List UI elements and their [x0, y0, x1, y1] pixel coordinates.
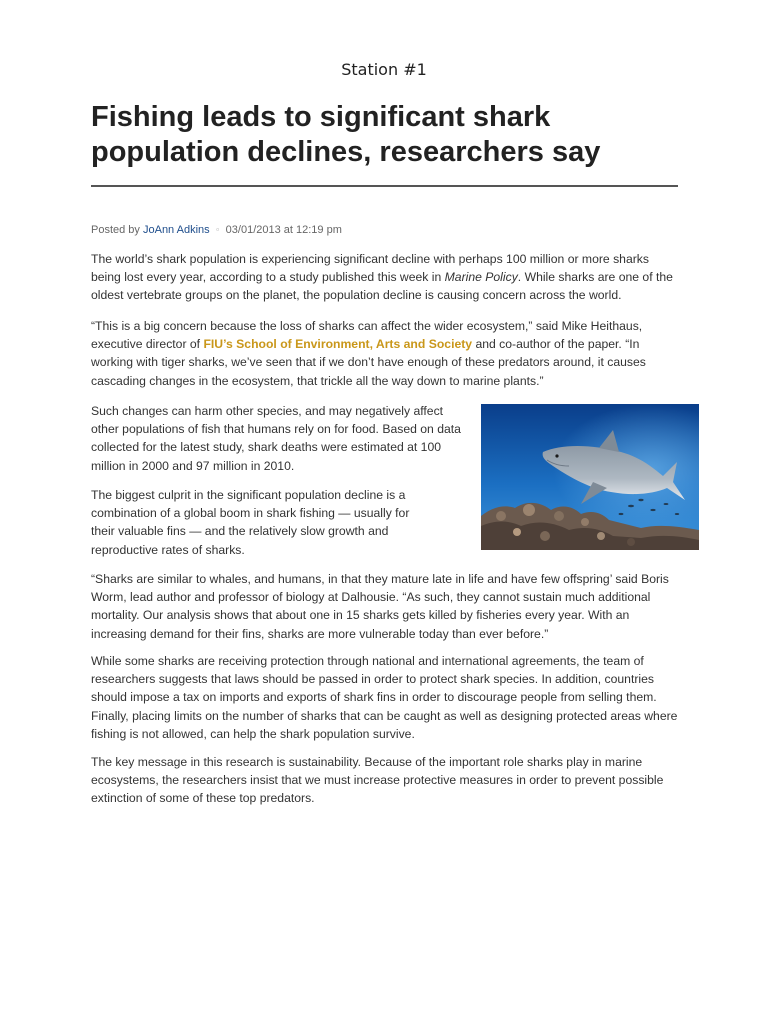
byline-prefix: Posted by: [91, 224, 140, 236]
title-divider: [91, 185, 678, 187]
byline-separator: ◦: [215, 224, 220, 236]
paragraph-1-text-b: . While sharks are one of the oldest vertebrate groups on the planet, the population decline is causing concern across the world.: [91, 270, 673, 303]
paragraph-3: Such changes can harm other species, and may negatively affect other populations of fish that humans rely on for food. Based on data collected for the latest study, shark deaths were estimated at 100 million in 2000 and 97 million in 2010.: [91, 404, 461, 473]
paragraph-7: The key message in this research is sustainability. Because of the important role sharks play in marine ecosystems, the researchers insist that we must increase protective measures in order to prevent possible extinction of some of these top predators.: [91, 755, 664, 806]
author-link[interactable]: JoAnn Adkins: [142, 224, 210, 236]
journal-name: Marine Policy: [444, 270, 518, 285]
article-title: Fishing leads to significant shark population declines, researchers say: [91, 101, 601, 168]
paragraph-2-text-a: “This is a big concern because the loss of sharks can affect the wider ecosystem,” said Mike Heithaus, executive director of: [91, 319, 643, 352]
school-link[interactable]: FIU’s School of Environment, Arts and Society: [203, 337, 473, 352]
paragraph-6: While some sharks are receiving protection through national and international agreements, the team of researchers suggests that laws should be passed in order to protect shark species. In addition, countries should impose a tax on imports and exports of shark fins in order to discourage people from selling them. Finally, placing limits on the number of sharks that can be caught as well as designing protected areas where fishing is not allowed, can help the shark population survive.: [91, 654, 678, 741]
byline: [91, 224, 342, 236]
paragraph-2-text-b: and co-author of the paper. “In working with tiger sharks, we’ve seen that if we don’t have enough of these predators around, it causes cascading changes in the ecosystem, that trickle all the way down to marine plants.”: [91, 337, 646, 388]
paragraph-1-text-a: The world’s shark population is experiencing significant decline with perhaps 100 million or more sharks being lost every year, according to a study published this week in: [91, 252, 649, 285]
shark-photo: [481, 404, 699, 550]
paragraph-4: The biggest culprit in the significant population decline is a combination of a global boom in shark fishing — usually for their valuable fins — and the relatively slow growth and reproductive rates of sharks.: [91, 488, 410, 557]
paragraph-2: [91, 317, 681, 390]
paragraph-5: “Sharks are similar to whales, and humans, in that they mature late in life and have few offspring’ said Boris Worm, lead author and professor of biology at Dalhousie. “As such, they cannot sustain much additional mortality. Our analysis shows that about one in 15 sharks gets killed by fisheries every year. With an increasing demand for their fins, sharks are more vulnerable today than ever before.”: [91, 572, 669, 641]
station-label: Station #1: [341, 60, 427, 79]
paragraph-1: [91, 250, 681, 305]
post-datetime: 03/01/2013 at 12:19 pm: [225, 224, 342, 236]
